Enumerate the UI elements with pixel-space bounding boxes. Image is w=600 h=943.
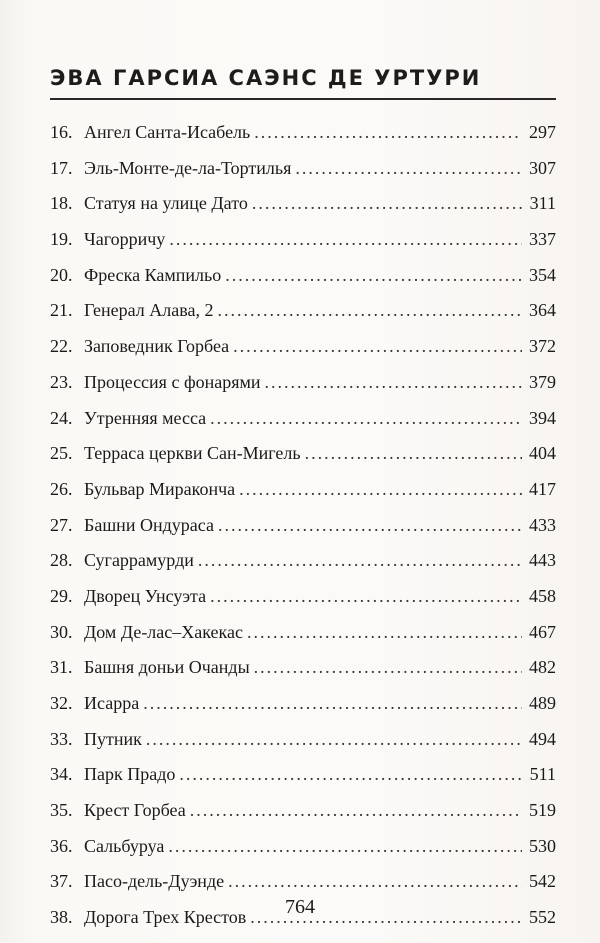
toc-entry-number: 35. — [50, 800, 73, 821]
toc-entry — [50, 622, 556, 658]
toc-entry-title: Башни Ондураса — [84, 514, 214, 535]
toc-entry-page: 417 — [529, 478, 556, 499]
toc-entry-page: 364 — [529, 300, 556, 321]
dot-leader — [247, 622, 522, 643]
toc-entry-page: 379 — [529, 371, 556, 392]
toc-entry-title: Процессия с фонарями — [84, 371, 261, 392]
dot-leader — [254, 657, 522, 678]
toc-entry-number: 19. — [50, 229, 73, 250]
dot-leader — [225, 265, 522, 286]
toc-entry — [50, 193, 556, 229]
toc-entry-title: Эль-Монте-де-ла-Тортилья — [84, 157, 292, 178]
toc-entry-page: 482 — [529, 657, 556, 678]
dot-leader — [198, 550, 522, 571]
dot-leader — [233, 336, 522, 357]
toc-entry-page: 433 — [529, 514, 556, 535]
dot-leader — [168, 836, 522, 857]
toc-entry — [50, 479, 556, 515]
toc-entry-number: 24. — [50, 407, 73, 428]
toc-entry-number: 29. — [50, 585, 73, 606]
dot-leader — [169, 229, 522, 250]
toc-entry-number: 38. — [50, 907, 73, 928]
toc-entry-page: 297 — [529, 122, 556, 142]
dot-leader — [210, 586, 522, 607]
dot-leader — [254, 122, 522, 143]
toc-entry-page: 552 — [529, 907, 556, 928]
toc-entry-number: 28. — [50, 550, 73, 571]
toc-entry-page: 337 — [529, 229, 556, 250]
toc-entry-page: 307 — [529, 157, 556, 178]
toc-entry-title: Парк Прадо — [84, 764, 176, 785]
toc-entry-number: 23. — [50, 371, 73, 392]
toc-entry-title: Статуя на улице Дато — [84, 193, 248, 214]
toc-entry-page: 372 — [529, 336, 556, 357]
dot-leader — [146, 729, 522, 750]
toc-entry-title: Генерал Алава, 2 — [84, 300, 214, 321]
toc-entry — [50, 657, 556, 693]
toc-entry-title: Сальбуруа — [84, 835, 165, 856]
toc-entry — [50, 229, 556, 265]
toc-entry-title: Терраса церкви Сан-Мигель — [84, 443, 301, 464]
toc-entry-number: 26. — [50, 478, 73, 499]
toc-entry — [50, 372, 556, 408]
toc-entry-number: 34. — [50, 764, 73, 785]
toc-entry-number: 17. — [50, 157, 73, 178]
toc-entry-title: Утренняя месса — [84, 407, 207, 428]
toc-entry — [50, 764, 556, 800]
dot-leader — [265, 372, 522, 393]
toc-entry-number: 31. — [50, 657, 73, 678]
dot-leader — [218, 300, 523, 321]
toc-entry-title: Дворец Унсуэта — [84, 585, 207, 606]
toc-entry-title: Чагорричу — [84, 229, 166, 250]
toc-entry-page: 443 — [529, 550, 556, 571]
toc-entry-number: 27. — [50, 514, 73, 535]
toc-entry — [50, 265, 556, 301]
dot-leader — [252, 193, 522, 214]
toc-entry-number: 36. — [50, 835, 73, 856]
toc-entry-page: 467 — [529, 621, 556, 642]
toc-entry-number: 37. — [50, 871, 73, 892]
page-number: 764 — [285, 896, 315, 918]
toc-entry — [50, 158, 556, 194]
toc-entry-title: Исарра — [84, 693, 140, 713]
toc-entry-page: 530 — [529, 835, 556, 856]
toc-entry-number: 33. — [50, 728, 73, 749]
toc-entry — [50, 443, 556, 479]
dot-leader — [239, 479, 522, 500]
toc-entry-page: 311 — [529, 193, 556, 214]
toc-entry-number: 16. — [50, 122, 73, 142]
toc-entry — [50, 515, 556, 551]
dot-leader — [305, 443, 522, 464]
toc-entry-title: Сугаррамурди — [84, 550, 194, 571]
toc-entry-number: 25. — [50, 443, 73, 464]
toc-entry-page: 489 — [529, 693, 556, 713]
toc-entry — [50, 729, 556, 765]
toc-entry-page: 519 — [529, 800, 556, 821]
toc-entry-title: Ангел Санта-Исабель — [84, 122, 251, 142]
toc-entry-page: 458 — [529, 585, 556, 606]
toc-entry-number: 32. — [50, 693, 73, 713]
toc-entry-title: Заповедник Горбеа — [84, 336, 230, 357]
dot-leader — [143, 693, 522, 714]
toc-entry-number: 22. — [50, 336, 73, 357]
toc-entry — [50, 336, 556, 372]
toc-entry-title: Крест Горбеа — [84, 800, 186, 821]
toc-entry-title: Дорога Трех Крестов — [84, 907, 247, 928]
dot-leader — [295, 158, 522, 179]
toc-entry-page: 404 — [529, 443, 556, 464]
toc-entry-title: Путник — [84, 728, 142, 749]
dot-leader — [218, 515, 522, 536]
toc-entry-page: 542 — [529, 871, 556, 892]
toc-entry-page: 494 — [529, 728, 556, 749]
toc-entry-page: 394 — [529, 407, 556, 428]
toc-entry — [50, 836, 556, 872]
toc-entry — [50, 586, 556, 622]
dot-leader — [228, 871, 522, 892]
running-head: ЭВА ГАРСИА САЭНС ДЕ УРТУРИ — [50, 66, 556, 100]
toc-entry — [50, 693, 556, 729]
toc-entry-title: Фреска Кампильо — [84, 264, 222, 285]
toc-entry-number: 20. — [50, 264, 73, 285]
toc-entry-title: Бульвар Мираконча — [84, 478, 236, 499]
toc-entry — [50, 300, 556, 336]
toc-entry-title: Дом Де-лас–Хакекас — [84, 621, 243, 642]
toc-entry — [50, 122, 556, 158]
toc-entry-title: Пасо-дель-Дуэнде — [84, 871, 225, 892]
table-of-contents — [50, 122, 556, 943]
toc-entry-page: 354 — [529, 264, 556, 285]
dot-leader — [190, 800, 522, 821]
toc-entry — [50, 800, 556, 836]
dot-leader — [179, 764, 522, 785]
toc-entry-number: 21. — [50, 300, 73, 321]
toc-entry-title: Башня доньи Очанды — [84, 657, 250, 678]
dot-leader — [210, 408, 522, 429]
toc-entry-number: 18. — [50, 193, 73, 214]
toc-entry — [50, 408, 556, 444]
toc-entry-page: 511 — [529, 764, 556, 785]
toc-entry-number: 30. — [50, 621, 73, 642]
toc-entry — [50, 550, 556, 586]
